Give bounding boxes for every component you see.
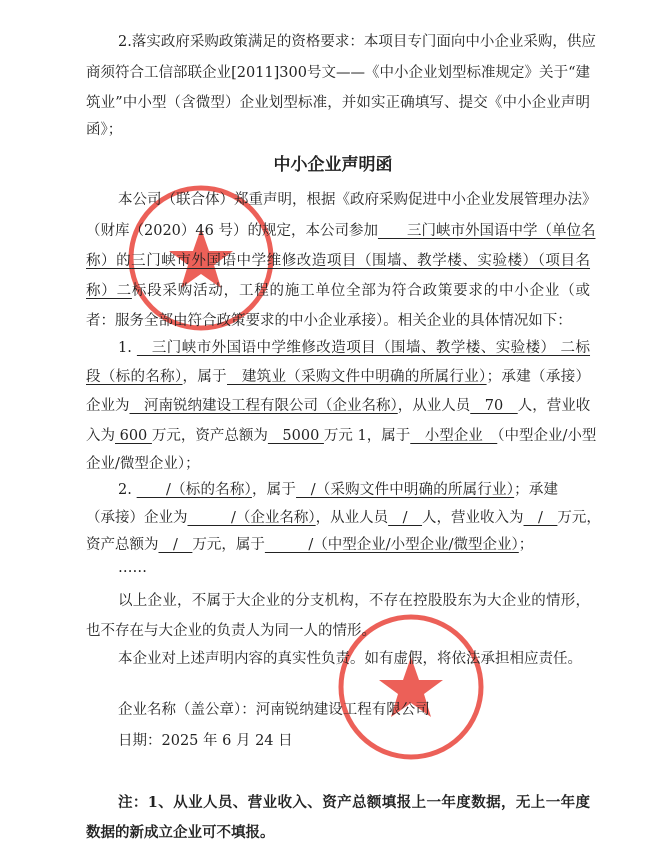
company-name: 企业名称（盖公章）：河南锐纳建设工程有限公司 bbox=[118, 702, 430, 718]
item1-line: 企业为 河南锐纳建设工程有限公司（企业名称），从业人员 70 人，营业收 bbox=[86, 398, 591, 414]
item1-line: 段（标的名称），属于 建筑业（采购文件中明确的所属行业）；承建（承接） bbox=[86, 369, 591, 385]
note-line: 注：1、从业人员、营业收入、资产总额填报上一年度数据，无上一年度 bbox=[118, 794, 590, 811]
date: 日期：2025 年 6 月 24 日 bbox=[118, 733, 293, 749]
item2-line: 资产总额为 / 万元，属于 /（中型企业/小型企业/微型企业）； bbox=[86, 537, 534, 553]
req-line: 函》； bbox=[86, 122, 123, 138]
item1-line: 1. 三门峡市外国语中学维修改造项目（围墙、教学楼、实验楼） 二标 bbox=[118, 340, 591, 356]
req-line: 筑业”中小型（含微型）企业划型标准，并如实正确填写、提交《中小企业声明 bbox=[86, 95, 590, 111]
page-title: 中小企业声明函 bbox=[273, 155, 393, 175]
item1-line: 入为 600 万元，资产总额为 5000 万元 1，属于 小型企业 （中型企业/小型 bbox=[86, 428, 597, 444]
decl-line: （财库（2020）46 号）的规定，本公司参加 三门峡市外国语中学（单位名 bbox=[86, 223, 596, 239]
decl-line: 本公司（联合体）郑重声明，根据《政府采购促进中小企业发展管理办法》 bbox=[118, 192, 597, 208]
para3-line: 也不存在与大企业的负责人为同一人的情形。 bbox=[86, 623, 376, 639]
item2-line: 2. /（标的名称），属于 /（采购文件中明确的所属行业）；承建 bbox=[118, 482, 559, 498]
ellipsis: …… bbox=[118, 560, 147, 576]
item1-line: 企业/微型企业）； bbox=[86, 456, 200, 472]
req-line: 商须符合工信部联企业[2011]300号文——《中小企业划型标准规定》关于“建 bbox=[86, 65, 590, 81]
note-line: 数据的新成立企业可不填报。 bbox=[86, 824, 275, 841]
decl-line: 称）的三门峡市外国语中学维修改造项目（围墙、教学楼、实验楼）（项目名 bbox=[86, 253, 591, 269]
req-line: 2.落实政府采购政策满足的资格要求：本项目专门面向中小企业采购，供应 bbox=[118, 34, 596, 50]
para3-line: 以上企业，不属于大企业的分支机构，不存在控股股东为大企业的情形， bbox=[118, 593, 590, 609]
decl-line: 者：服务全部由符合政策要求的中小企业承接）。相关企业的具体情况如下： bbox=[86, 313, 572, 329]
decl-line: 称）二标段采购活动，工程的施工单位全部为符合政策要求的中小企业（或 bbox=[86, 283, 590, 299]
item2-line: （承接）企业为 /（企业名称），从业人员 / 人，营业收入为 / 万元， bbox=[86, 510, 601, 526]
para4: 本企业对上述声明内容的真实性负责。如有虚假，将依法承担相应责任。 bbox=[118, 651, 582, 667]
